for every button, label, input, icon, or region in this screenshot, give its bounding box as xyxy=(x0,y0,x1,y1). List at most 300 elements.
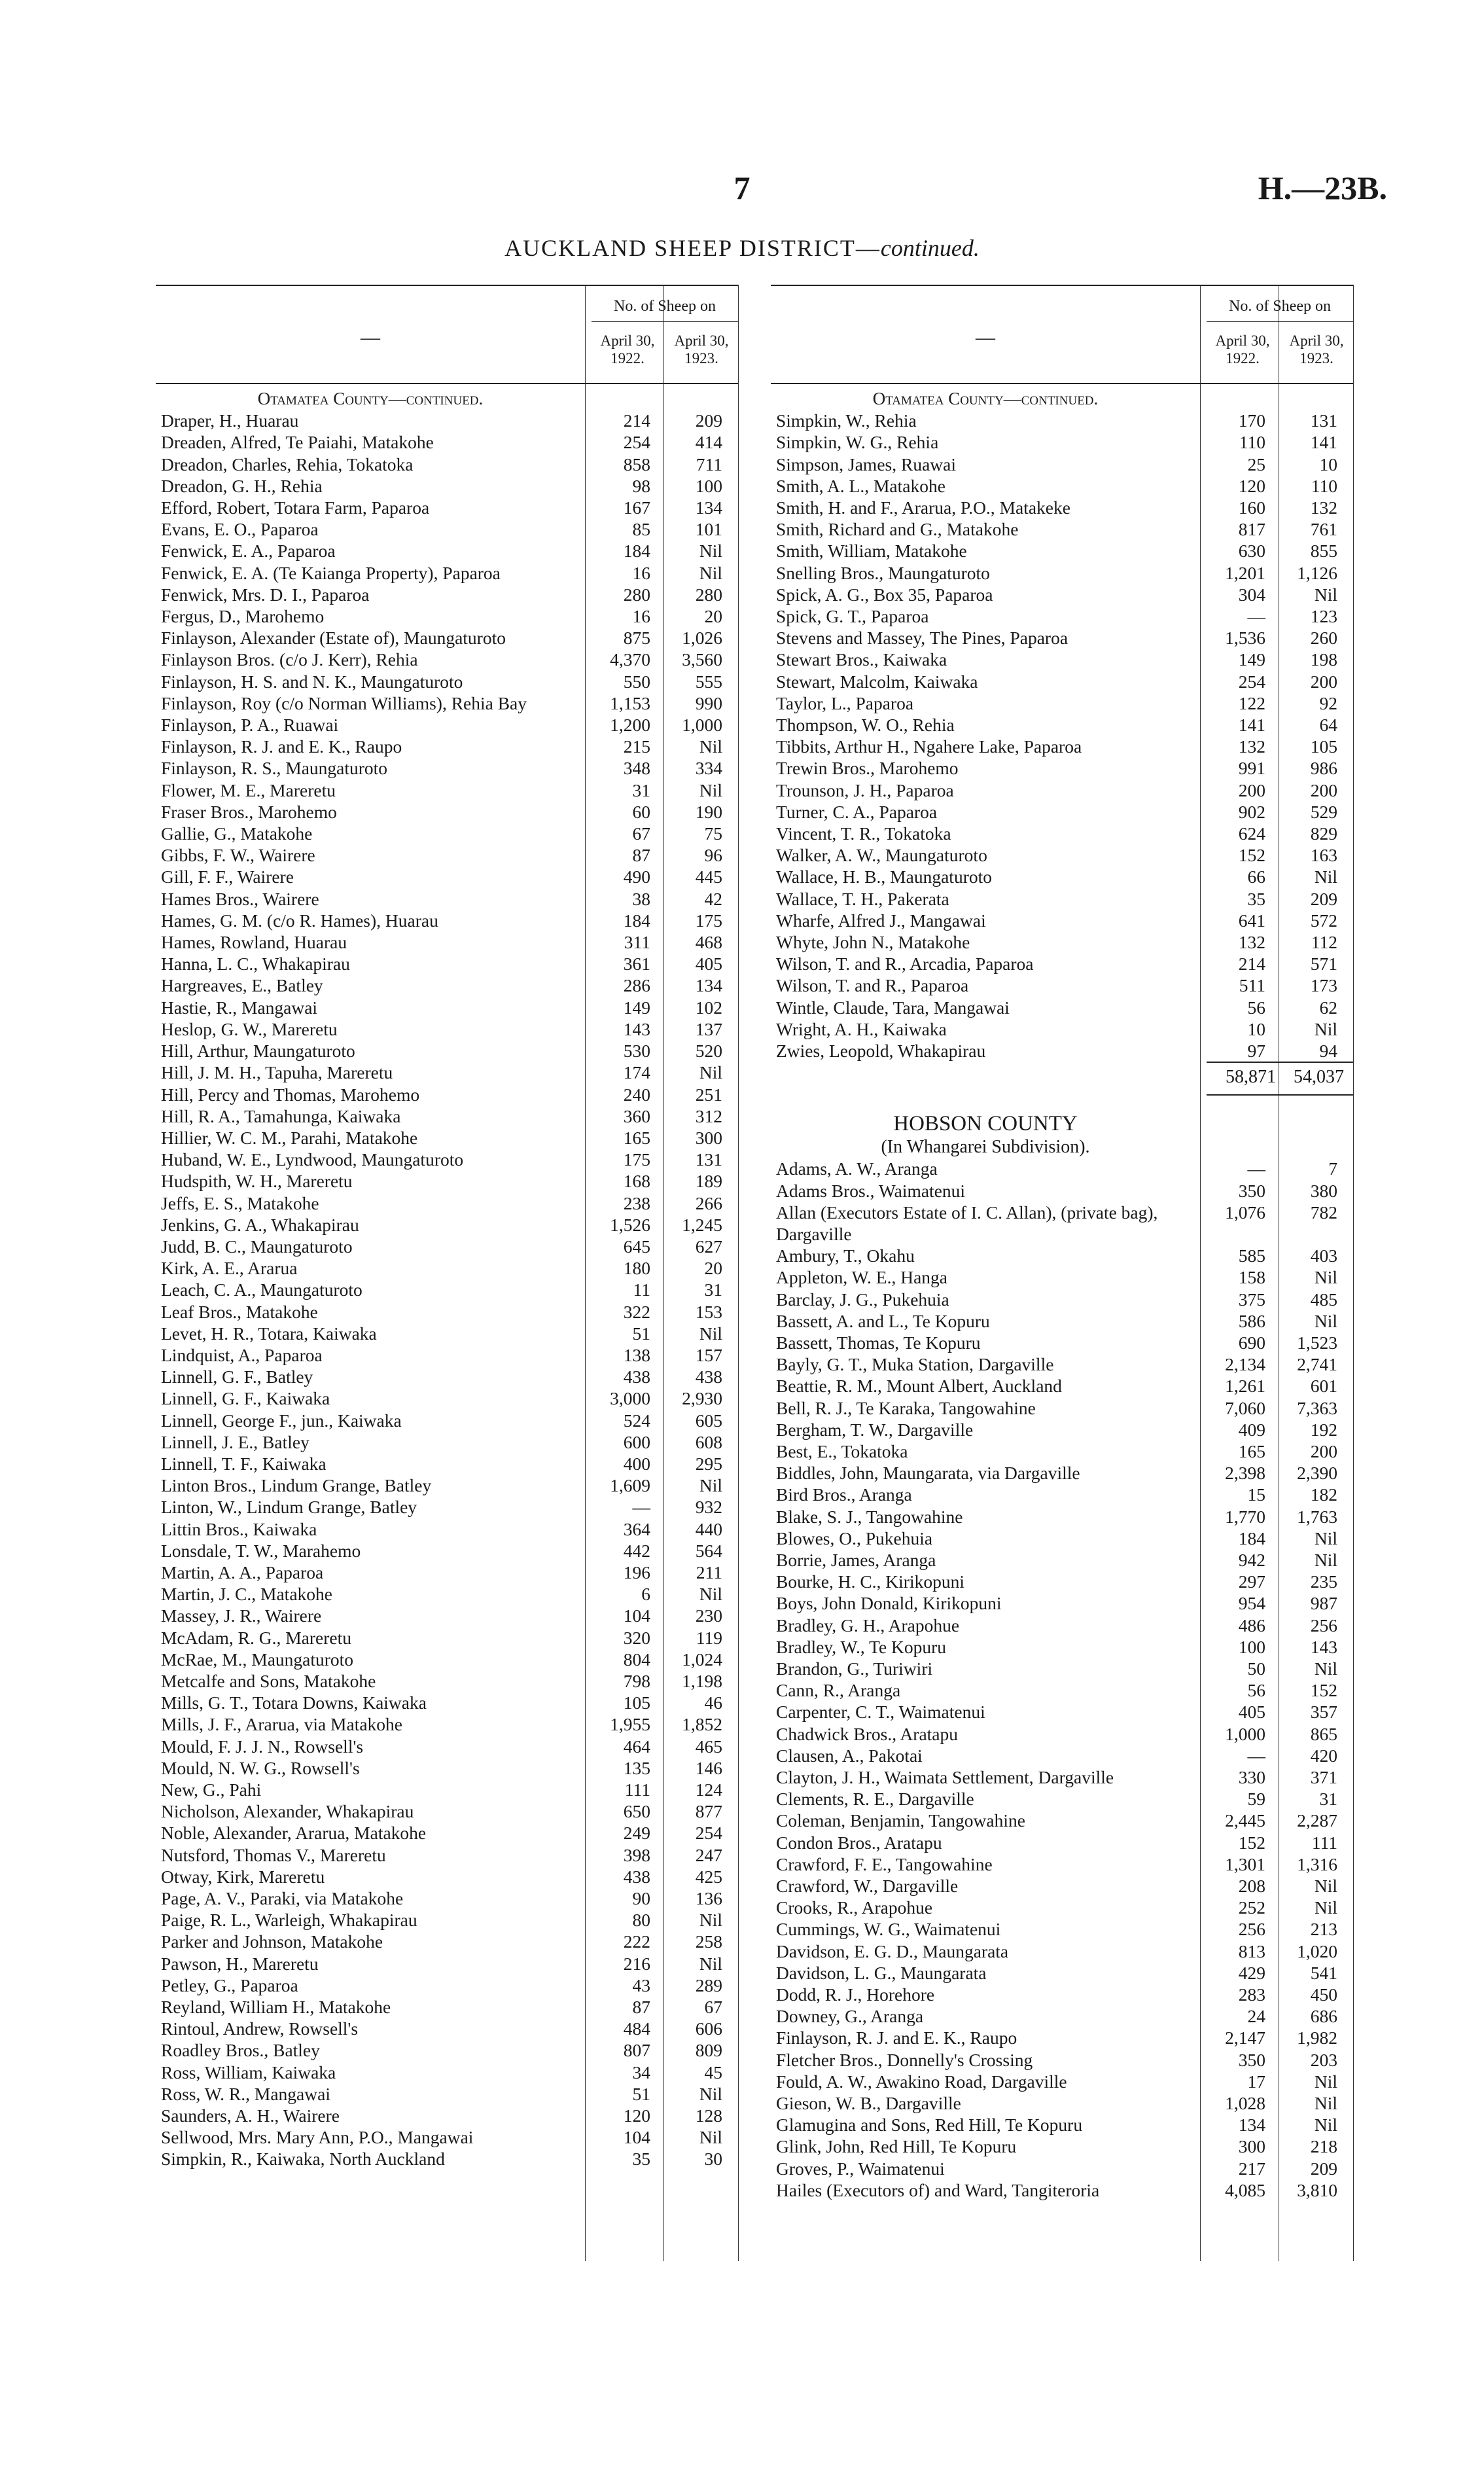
sheep-1923: 1,000 xyxy=(682,715,722,736)
table-row xyxy=(771,1375,1353,1397)
sheep-1923: 686 xyxy=(1310,2006,1337,2027)
sheep-1923: 932 xyxy=(695,1497,722,1518)
owner-name: Linnell, G. F., Kaiwaka xyxy=(161,1388,330,1409)
table-row xyxy=(771,2005,1353,2027)
sheep-1922: 405 xyxy=(1238,1702,1265,1723)
table-row xyxy=(156,454,738,475)
sheep-1923: 143 xyxy=(1310,1636,1337,1657)
owner-name: Jeffs, E. S., Matakohe xyxy=(161,1192,319,1213)
table-row xyxy=(156,1605,738,1626)
hobson-county-heading: HOBSON COUNTY xyxy=(893,1112,1078,1136)
table-row xyxy=(156,410,738,431)
table-row xyxy=(156,1909,738,1931)
sheep-1923: Nil xyxy=(1314,1549,1337,1570)
table-row xyxy=(156,736,738,757)
sheep-1922: 875 xyxy=(623,628,650,649)
sheep-1923: 218 xyxy=(1310,2136,1337,2157)
table-row xyxy=(156,888,738,910)
owner-name: Bergham, T. W., Dargaville xyxy=(776,1419,974,1440)
sheep-1922: 350 xyxy=(1238,1180,1265,1201)
table-row xyxy=(156,692,738,714)
table-row xyxy=(156,1431,738,1453)
right-table-body-hobson xyxy=(771,1158,1353,2201)
sheep-1922: 304 xyxy=(1238,584,1265,605)
owner-name: Cann, R., Aranga xyxy=(776,1680,901,1701)
sheep-1922: 550 xyxy=(623,671,650,692)
sheep-1923: 1,126 xyxy=(1297,562,1337,583)
owner-name: Kirk, A. E., Ararua xyxy=(161,1258,298,1279)
table-row xyxy=(771,649,1353,670)
sheep-1923: 200 xyxy=(1310,779,1337,800)
sheep-1922: 2,134 xyxy=(1225,1354,1265,1375)
table-row xyxy=(156,1887,738,1909)
header-dash: — xyxy=(361,327,380,348)
table-row xyxy=(156,1084,738,1105)
owner-name: Fletcher Bros., Donnelly's Crossing xyxy=(776,2049,1033,2070)
sheep-1922: 216 xyxy=(623,1953,650,1974)
sheep-1922: 135 xyxy=(623,1757,650,1778)
sheep-1922: 942 xyxy=(1238,1549,1265,1570)
owner-name: Clausen, A., Pakotai xyxy=(776,1745,923,1766)
table-row xyxy=(771,1506,1353,1528)
owner-name: Gibbs, F. W., Wairere xyxy=(161,845,315,866)
owner-name: Downey, G., Aranga xyxy=(776,2006,924,2027)
sheep-1922: 641 xyxy=(1238,910,1265,931)
sheep-1922: 902 xyxy=(1238,801,1265,822)
sheep-1922: 152 xyxy=(1238,845,1265,866)
sheep-1922: 165 xyxy=(1238,1440,1265,1461)
sheep-1923: 123 xyxy=(1310,606,1337,627)
table-row xyxy=(771,1636,1353,1658)
owner-name: Dodd, R. J., Horehore xyxy=(776,1984,935,2005)
sheep-1922: 1,028 xyxy=(1225,2093,1265,2114)
sheep-1923: 105 xyxy=(1310,736,1337,757)
owner-name: Blowes, O., Pukehuia xyxy=(776,1528,933,1548)
table-row xyxy=(771,1723,1353,1745)
table-row xyxy=(771,1658,1353,1679)
table-row xyxy=(156,844,738,866)
sheep-1922: 10 xyxy=(1247,1018,1265,1039)
right-column xyxy=(771,285,1353,2201)
sheep-1923: Nil xyxy=(1314,1267,1337,1288)
left-table-body xyxy=(156,410,738,2170)
sheep-1923: 605 xyxy=(695,1410,722,1431)
owner-name: Linnell, J. E., Batley xyxy=(161,1431,309,1452)
owner-name: Dreadon, Charles, Rehia, Tokatoka xyxy=(161,454,414,474)
owner-name: Simpkin, W., Rehia xyxy=(776,410,917,431)
owner-name: Stewart Bros., Kaiwaka xyxy=(776,649,947,670)
sheep-1923: Nil xyxy=(699,2127,722,2148)
table-row xyxy=(156,431,738,453)
table-row xyxy=(156,1301,738,1323)
owner-name: Hill, Percy and Thomas, Marohemo xyxy=(161,1084,420,1105)
sheep-1922: 97 xyxy=(1247,1041,1265,1062)
right-table-body-otamatea xyxy=(771,410,1353,1062)
sheep-1922: 217 xyxy=(1238,2158,1265,2179)
sheep-1922: 350 xyxy=(1238,2049,1265,2070)
sheep-1923: 829 xyxy=(1310,823,1337,844)
sheep-1923: 31 xyxy=(1319,1789,1337,1810)
table-row xyxy=(156,779,738,801)
sheep-1923: 445 xyxy=(695,867,722,887)
sheep-1923: 425 xyxy=(695,1866,722,1887)
owner-name: Barclay, J. G., Pukehuia xyxy=(776,1289,949,1310)
owner-name: Parker and Johnson, Matakohe xyxy=(161,1931,383,1952)
table-row xyxy=(156,2126,738,2148)
table-row xyxy=(771,1571,1353,1592)
owner-name: Ross, William, Kaiwaka xyxy=(161,2062,336,2082)
sheep-1923: Nil xyxy=(1314,1658,1337,1679)
left-column xyxy=(156,285,738,2170)
owner-name: Brandon, G., Turiwiri xyxy=(776,1658,933,1679)
owner-name: Smith, A. L., Matakohe xyxy=(776,475,945,496)
sheep-1923: 152 xyxy=(1310,1680,1337,1701)
sheep-1923: Nil xyxy=(699,541,722,562)
sheep-1922: 438 xyxy=(623,1367,650,1387)
sheep-1923: 102 xyxy=(695,997,722,1018)
sheep-1923: 711 xyxy=(696,454,722,474)
table-row xyxy=(771,475,1353,497)
sheep-1923: 403 xyxy=(1310,1245,1337,1266)
total-1923: 54,037 xyxy=(1294,1067,1344,1088)
table-row xyxy=(771,605,1353,627)
owner-name: Mould, F. J. J. N., Rowsell's xyxy=(161,1736,364,1757)
table-row xyxy=(771,1592,1353,1614)
table-row xyxy=(771,974,1353,996)
sheep-1923: 146 xyxy=(695,1757,722,1778)
owner-name: Vincent, T. R., Tokatoka xyxy=(776,823,951,844)
table-row xyxy=(771,1040,1353,1062)
table-row xyxy=(156,540,738,562)
header-year-1922: April 30, 1922. xyxy=(600,332,655,366)
owner-name: Sellwood, Mrs. Mary Ann, P.O., Mangawai xyxy=(161,2127,474,2148)
owner-name: Hill, Arthur, Maungaturoto xyxy=(161,1041,355,1062)
sheep-1922: 111 xyxy=(624,1779,650,1800)
sheep-1922: 256 xyxy=(1238,1919,1265,1940)
sheep-1922: 330 xyxy=(1238,1766,1265,1787)
table-row xyxy=(771,1897,1353,1918)
sheep-1922: 4,370 xyxy=(610,649,650,670)
sheep-1922: 215 xyxy=(623,736,650,757)
sheep-1922: 630 xyxy=(1238,541,1265,562)
owner-name: Nutsford, Thomas V., Mareretu xyxy=(161,1844,386,1865)
table-row xyxy=(771,736,1353,757)
sheep-1923: 761 xyxy=(1310,519,1337,540)
owner-name: Otway, Kirk, Mareretu xyxy=(161,1866,325,1887)
table-row xyxy=(156,974,738,996)
table-row xyxy=(156,1713,738,1735)
sheep-1923: 606 xyxy=(695,2018,722,2039)
table-row xyxy=(156,1387,738,1409)
sheep-1922: 4,085 xyxy=(1225,2179,1265,2200)
table-row xyxy=(771,2135,1353,2157)
table-row xyxy=(771,2179,1353,2201)
owner-name: Spick, A. G., Box 35, Paparoa xyxy=(776,584,993,605)
table-row xyxy=(771,801,1353,823)
owner-name: Wallace, T. H., Pakerata xyxy=(776,888,949,909)
sheep-1922: 15 xyxy=(1247,1484,1265,1505)
sheep-1922: 110 xyxy=(1239,432,1265,453)
owner-name: Mills, G. T., Totara Downs, Kaiwaka xyxy=(161,1692,427,1713)
sheep-1923: Nil xyxy=(699,736,722,757)
table-row xyxy=(156,627,738,649)
sheep-1923: 200 xyxy=(1310,1440,1337,1461)
owner-name: Glamugina and Sons, Red Hill, Te Kopuru xyxy=(776,2115,1083,2135)
owner-name: Davidson, E. G. D., Maungarata xyxy=(776,1940,1009,1961)
sheep-1922: 87 xyxy=(632,845,650,866)
sheep-1922: 254 xyxy=(623,432,650,453)
sheep-1922: 66 xyxy=(1247,867,1265,887)
owner-name: Finlayson, R. J. and E. K., Raupo xyxy=(776,2028,1017,2048)
sheep-1922: 361 xyxy=(623,954,650,974)
table-row xyxy=(771,1875,1353,1897)
sheep-1923: 235 xyxy=(1310,1571,1337,1592)
sheep-1922: 90 xyxy=(632,1888,650,1909)
table-row xyxy=(771,910,1353,931)
owner-name: Adams Bros., Waimatenui xyxy=(776,1180,966,1201)
owner-name: Hanna, L. C., Whakapirau xyxy=(161,954,350,974)
sheep-1922: 7,060 xyxy=(1225,1397,1265,1418)
sheep-1923: 20 xyxy=(704,1258,722,1279)
sheep-1923: 865 xyxy=(1310,1723,1337,1744)
sheep-1922: 813 xyxy=(1238,1940,1265,1961)
sheep-1922: 530 xyxy=(623,1041,650,1062)
sheep-1922: 165 xyxy=(623,1127,650,1148)
table-row xyxy=(156,1279,738,1300)
sheep-1922: 87 xyxy=(632,1997,650,2018)
owner-name: Martin, A. A., Paparoa xyxy=(161,1562,324,1582)
owner-name: Lindquist, A., Paparoa xyxy=(161,1344,323,1365)
table-row xyxy=(771,1397,1353,1419)
sheep-1923: 3,560 xyxy=(682,649,722,670)
owner-name: Dreaden, Alfred, Te Paiahi, Matakohe xyxy=(161,432,434,453)
sheep-1922: 1,526 xyxy=(610,1214,650,1235)
sheep-1922: 175 xyxy=(623,1149,650,1170)
sheep-1922: 38 xyxy=(632,888,650,909)
table-row xyxy=(771,1832,1353,1853)
owner-name: Stevens and Massey, The Pines, Paparoa xyxy=(776,628,1069,649)
sheep-1922: — xyxy=(1247,1745,1265,1766)
table-row xyxy=(771,2092,1353,2114)
sheep-1922: 954 xyxy=(1238,1593,1265,1614)
owner-name: Rintoul, Andrew, Rowsell's xyxy=(161,2018,359,2039)
table-row xyxy=(156,2018,738,2039)
table-row xyxy=(771,1018,1353,1040)
sheep-1923: 209 xyxy=(695,410,722,431)
table-row xyxy=(156,649,738,670)
owner-name: Spick, G. T., Paparoa xyxy=(776,606,929,627)
sheep-1922: 214 xyxy=(623,410,650,431)
sheep-1922: 174 xyxy=(623,1062,650,1083)
table-row xyxy=(156,1736,738,1757)
table-row xyxy=(156,1323,738,1344)
section-heading: Otamatea County—continued. xyxy=(257,389,484,408)
sheep-1923: Nil xyxy=(699,562,722,583)
sheep-1922: 170 xyxy=(1238,410,1265,431)
owner-name: Evans, E. O., Paparoa xyxy=(161,519,319,540)
sheep-1922: 464 xyxy=(623,1736,650,1757)
sheep-1923: 7,363 xyxy=(1297,1397,1337,1418)
table-row xyxy=(156,671,738,692)
sheep-1923: 94 xyxy=(1319,1041,1337,1062)
table-row xyxy=(156,801,738,823)
sheep-1922: — xyxy=(632,1497,650,1518)
table-row xyxy=(156,1757,738,1779)
owner-name: Pawson, H., Mareretu xyxy=(161,1953,319,1974)
sheep-1922: 254 xyxy=(1238,671,1265,692)
sheep-1923: 405 xyxy=(695,954,722,974)
table-row xyxy=(156,2148,738,2170)
table-row xyxy=(156,1192,738,1214)
sheep-1922: 486 xyxy=(1238,1615,1265,1635)
table-row xyxy=(156,1062,738,1083)
header-year-1923: April 30, 1923. xyxy=(1289,332,1344,366)
owner-name: Hailes (Executors of) and Ward, Tangiteroria xyxy=(776,2179,1100,2200)
owner-name: Clements, R. E., Dargaville xyxy=(776,1789,974,1810)
sheep-1923: Nil xyxy=(1314,2071,1337,2092)
sheep-1923: Nil xyxy=(1314,1897,1337,1918)
owner-name: Massey, J. R., Wairere xyxy=(161,1605,322,1626)
sheep-1922: 3,000 xyxy=(610,1388,650,1409)
sheep-1923: Nil xyxy=(1314,1528,1337,1548)
owner-name: Davidson, L. G., Maungarata xyxy=(776,1962,987,1983)
sheep-1923: 131 xyxy=(1310,410,1337,431)
owner-name: Condon Bros., Aratapu xyxy=(776,1832,942,1853)
sheep-1922: 2,445 xyxy=(1225,1810,1265,1831)
sheep-1923: 541 xyxy=(1310,1962,1337,1983)
sheep-1923: 440 xyxy=(695,1518,722,1539)
table-row xyxy=(771,2027,1353,2048)
sheep-1922: 184 xyxy=(623,910,650,931)
owner-name: Finlayson Bros. (c/o J. Kerr), Rehia xyxy=(161,649,418,670)
sheep-1923: 986 xyxy=(1310,758,1337,779)
sheep-1923: 173 xyxy=(1310,975,1337,996)
sheep-1922: 98 xyxy=(632,475,650,496)
owner-name: Mould, N. W. G., Rowsell's xyxy=(161,1757,360,1778)
owner-name: Borrie, James, Aranga xyxy=(776,1549,936,1570)
sheep-1923: 2,741 xyxy=(1297,1354,1337,1375)
sheep-1923: 608 xyxy=(695,1431,722,1452)
sheep-1923: 119 xyxy=(696,1627,722,1648)
table-row xyxy=(771,1158,1353,1179)
owner-name: New, G., Pahi xyxy=(161,1779,262,1800)
owner-name: Blake, S. J., Tangowahine xyxy=(776,1506,963,1527)
owner-name: Bayly, G. T., Muka Station, Dargaville xyxy=(776,1354,1054,1375)
table-row xyxy=(771,1484,1353,1505)
table-row xyxy=(156,1996,738,2018)
owner-name: Gill, F. F., Wairere xyxy=(161,867,294,887)
table-row xyxy=(156,2083,738,2105)
sheep-1923: 42 xyxy=(704,888,722,909)
table-row xyxy=(771,1289,1353,1310)
sheep-1922: 490 xyxy=(623,867,650,887)
owner-name: Noble, Alexander, Ararua, Matakohe xyxy=(161,1823,427,1844)
sheep-1922: 690 xyxy=(1238,1332,1265,1353)
sheep-1922: — xyxy=(1247,1158,1265,1179)
owner-name: Simpson, James, Ruawai xyxy=(776,454,956,474)
sheep-1922: 34 xyxy=(632,2062,650,2082)
sheep-1923: 112 xyxy=(1311,932,1337,953)
sheep-1923: 75 xyxy=(704,823,722,844)
table-row xyxy=(156,475,738,497)
table-row xyxy=(771,540,1353,562)
owner-name: Finlayson, R. S., Maungaturoto xyxy=(161,758,388,779)
sheep-1922: 104 xyxy=(623,1605,650,1626)
hobson-subdivision: (In Whangarei Subdivision). xyxy=(881,1137,1090,1158)
table-row xyxy=(771,1615,1353,1636)
header-no-of-sheep: No. of Sheep on xyxy=(614,298,716,315)
sheep-1923: 211 xyxy=(696,1562,722,1582)
sheep-1922: 59 xyxy=(1247,1789,1265,1810)
table-row xyxy=(156,1779,738,1800)
owner-name: Mills, J. F., Ararua, via Matakohe xyxy=(161,1714,402,1735)
sheep-1922: 67 xyxy=(632,823,650,844)
owner-name: Fenwick, Mrs. D. I., Paparoa xyxy=(161,584,370,605)
sheep-1922: 167 xyxy=(623,497,650,518)
sheep-1923: 877 xyxy=(695,1801,722,1822)
owner-name: Whyte, John N., Matakohe xyxy=(776,932,970,953)
sheep-1922: 585 xyxy=(1238,1245,1265,1266)
sheep-1923: Nil xyxy=(1314,2093,1337,2114)
owner-name: Hargreaves, E., Batley xyxy=(161,975,323,996)
sheep-1923: 564 xyxy=(695,1540,722,1561)
sheep-1923: 209 xyxy=(1310,2158,1337,2179)
table-row xyxy=(771,997,1353,1018)
table-row xyxy=(771,931,1353,953)
sheep-1922: 1,536 xyxy=(1225,628,1265,649)
table-row xyxy=(771,844,1353,866)
sheep-1923: 163 xyxy=(1310,845,1337,866)
sheep-1922: 364 xyxy=(623,1518,650,1539)
sheep-1922: 141 xyxy=(1238,715,1265,736)
sheep-1923: 3,810 xyxy=(1297,2179,1337,2200)
owner-name: Hill, J. M. H., Tapuha, Mareretu xyxy=(161,1062,393,1083)
sheep-1923: 987 xyxy=(1310,1593,1337,1614)
table-row xyxy=(156,953,738,974)
table-row xyxy=(156,605,738,627)
sheep-1922: 429 xyxy=(1238,1962,1265,1983)
table-row xyxy=(771,888,1353,910)
sheep-1922: 56 xyxy=(1247,997,1265,1018)
owner-name: Hill, R. A., Tamahunga, Kaiwaka xyxy=(161,1105,401,1126)
sheep-1922: 25 xyxy=(1247,454,1265,474)
owner-name: Taylor, L., Paparoa xyxy=(776,692,914,713)
table-row xyxy=(156,2062,738,2083)
owner-name: Heslop, G. W., Mareretu xyxy=(161,1018,338,1039)
table-row xyxy=(771,953,1353,974)
sheep-1922: 105 xyxy=(623,1692,650,1713)
owner-name: Lonsdale, T. W., Marahemo xyxy=(161,1540,361,1561)
table-row xyxy=(771,497,1353,518)
owner-name: Thompson, W. O., Rehia xyxy=(776,715,955,736)
sheep-1923: 601 xyxy=(1310,1376,1337,1397)
owner-name: Dreadon, G. H., Rehia xyxy=(161,475,323,496)
owner-name: Gieson, W. B., Dargaville xyxy=(776,2093,961,2114)
sheep-1923: 990 xyxy=(695,692,722,713)
sheep-1922: 152 xyxy=(1238,1832,1265,1853)
sheep-1923: Nil xyxy=(1314,1310,1337,1331)
table-row xyxy=(771,1549,1353,1571)
table-row xyxy=(771,1810,1353,1831)
owner-name: Tibbits, Arthur H., Ngahere Lake, Paparoa xyxy=(776,736,1082,757)
sheep-1922: 280 xyxy=(623,584,650,605)
owner-name: Appleton, W. E., Hanga xyxy=(776,1267,947,1288)
sheep-1923: 627 xyxy=(695,1236,722,1257)
sheep-1922: 286 xyxy=(623,975,650,996)
sheep-1923: 20 xyxy=(704,606,722,627)
sheep-1922: 320 xyxy=(623,1627,650,1648)
sheep-1923: 136 xyxy=(695,1888,722,1909)
